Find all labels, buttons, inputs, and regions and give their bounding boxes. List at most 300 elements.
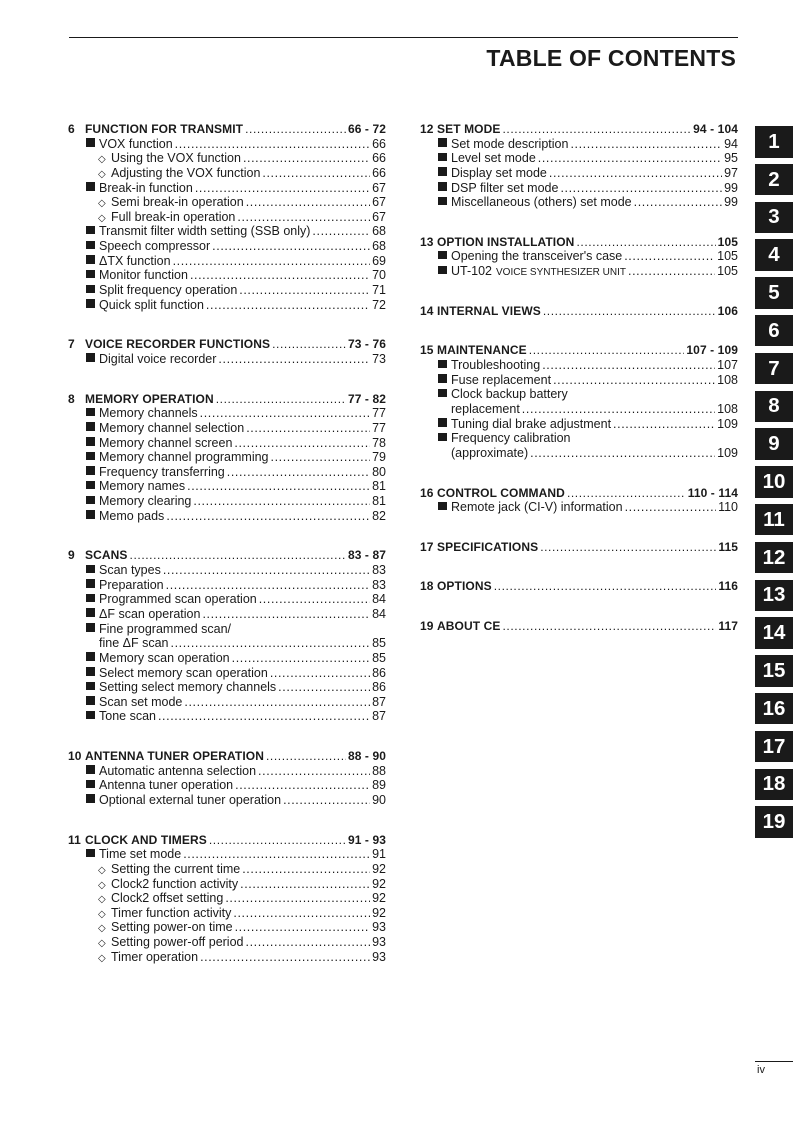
dot-leader [240,877,370,892]
dot-leader [259,592,370,607]
square-bullet-icon [85,283,96,294]
entry-label: Memory clearing [99,494,192,509]
square-bullet-icon [85,592,96,603]
entry-page: 69 [372,253,386,268]
toc-entry[interactable] [68,695,386,710]
square-bullet-icon [85,778,96,789]
entry-page: 89 [372,778,386,793]
entry-page: 77 [372,406,386,421]
dot-leader [202,607,370,622]
entry-label: Fine programmed scan/ [99,621,232,636]
section-heading[interactable] [68,337,386,352]
entry-page: 70 [372,268,386,283]
entry-page: 92 [372,905,386,920]
toc-entry[interactable] [68,651,386,666]
entry-page: 85 [372,636,386,651]
toc-entry[interactable] [68,166,386,181]
dot-leader [195,181,370,196]
dot-leader [283,793,370,808]
chapter-tab-16[interactable]: 16 [755,693,793,725]
diamond-bullet-icon: ◇ [98,938,106,950]
dot-leader [266,749,346,764]
entry-page: 68 [372,224,386,239]
dot-leader [560,181,722,196]
toc-entry[interactable] [68,847,386,862]
entry-label: Memory scan operation [99,650,230,665]
diamond-bullet-icon: ◇ [98,923,106,935]
entry-page: 107 [717,358,738,373]
entry-page: 66 [372,151,386,166]
entry-label: replacement [451,401,520,416]
dot-leader [613,417,715,432]
toc-entry[interactable] [68,421,386,436]
section-title: SPECIFICATIONS [437,539,539,554]
section-heading[interactable] [420,486,738,501]
square-bullet-icon [85,847,96,858]
dot-leader [237,210,370,225]
toc-entry[interactable] [68,666,386,681]
toc-entry[interactable] [420,417,738,432]
toc-section [68,392,386,524]
entry-page: 82 [372,508,386,523]
entry-page: 84 [372,606,386,621]
toc-entry[interactable] [68,509,386,524]
entry-label: Level set mode [451,151,536,166]
dot-leader [542,358,715,373]
square-bullet-icon [437,137,448,148]
entry-label: Digital voice recorder [99,351,217,366]
entry-page: 92 [372,876,386,891]
entry-label: Using the VOX function [111,151,241,166]
dot-leader [543,304,716,319]
dot-leader [225,891,370,906]
toc-entry[interactable] [68,195,386,210]
entry-page: 73 [372,351,386,366]
section-heading[interactable] [420,619,738,634]
dot-leader [212,239,370,254]
toc-section [420,304,738,319]
section-title: MEMORY OPERATION [85,391,214,406]
toc-entry[interactable] [420,264,738,279]
toc-entry[interactable] [68,920,386,935]
toc-entry[interactable] [68,636,386,651]
toc-entry[interactable] [68,181,386,196]
square-bullet-icon [437,195,448,206]
entry-label: Break-in function [99,180,193,195]
square-bullet-icon [437,166,448,177]
entry-page: 67 [372,180,386,195]
toc-entry[interactable] [68,151,386,166]
square-bullet-icon [85,268,96,279]
section-pages: 77 - 82 [347,391,386,406]
chapter-tab-17[interactable]: 17 [755,731,793,763]
section-number: 19 [420,619,434,634]
toc-entry[interactable] [68,352,386,367]
entry-page: 110 [718,500,738,515]
section-pages: 116 [718,579,738,594]
section-number: 8 [68,391,75,406]
chapter-tab-12[interactable]: 12 [755,542,793,574]
dot-leader [272,337,346,352]
entry-page: 86 [372,680,386,695]
chapter-tab-3[interactable]: 3 [755,202,793,234]
entry-label: DSP filter set mode [451,180,559,195]
toc-entry[interactable] [68,793,386,808]
chapter-tab-18[interactable]: 18 [755,769,793,801]
toc-entry[interactable] [68,680,386,695]
section-number: 16 [420,485,434,500]
entry-page: 97 [724,165,738,180]
entry-label: Programmed scan operation [99,592,257,607]
entry-label: Fuse replacement [451,372,552,387]
dot-leader [166,578,370,593]
section-heading[interactable] [68,548,386,563]
entry-label: (approximate) [451,445,529,460]
toc-entry[interactable] [68,778,386,793]
entry-page: 80 [372,464,386,479]
square-bullet-icon [437,431,448,442]
dot-leader [187,479,370,494]
section-heading[interactable] [420,343,738,358]
section-heading[interactable] [420,122,738,137]
entry-label: Setting the current time [111,861,241,876]
section-title: OPTIONS [437,579,492,594]
entry-label: Setting select memory channels [99,680,277,695]
entry-label: Monitor function [99,268,188,283]
entry-label: Miscellaneous (others) set mode [451,195,632,210]
section-pages: 66 - 72 [347,122,386,136]
entry-label: Transmit filter width setting (SSB only) [99,224,311,239]
entry-page: 71 [372,283,386,298]
entry-page: 108 [717,372,738,387]
toc-entry[interactable] [420,181,738,196]
section-pages: 106 [717,303,738,318]
dot-leader [183,847,370,862]
dot-leader [549,166,722,181]
section-heading[interactable] [68,833,386,848]
entry-label: Speech compressor [99,239,211,254]
chapter-tab-14[interactable]: 14 [755,617,793,649]
toc-entry[interactable] [68,479,386,494]
entry-label: Split frequency operation [99,283,238,298]
toc-section [68,833,386,965]
toc-entry[interactable] [68,950,386,965]
toc-entry[interactable] [68,298,386,313]
toc-entry[interactable] [68,622,386,637]
toc-entry[interactable] [420,431,738,446]
toc-entry[interactable] [68,764,386,779]
dot-leader [193,494,370,509]
entry-label: UT-102 [451,264,492,279]
section-number: 12 [420,122,434,136]
section-heading[interactable] [420,235,738,250]
entry-page: 90 [372,792,386,807]
section-number: 13 [420,234,434,249]
toc-section [68,337,386,366]
square-bullet-icon [85,680,96,691]
section-pages: 88 - 90 [347,749,386,764]
square-bullet-icon [437,264,448,275]
entry-page: 84 [372,592,386,607]
dot-leader [270,666,370,681]
toc-entry[interactable] [68,607,386,622]
toc-entry[interactable] [68,891,386,906]
page-title: TABLE OF CONTENTS [486,45,736,71]
toc-entry[interactable] [420,402,738,417]
entry-page: 87 [372,694,386,709]
dot-leader [262,166,370,181]
dot-leader [278,680,370,695]
dot-leader [190,268,370,283]
toc-right-column [420,122,738,659]
section-number: 15 [420,343,434,358]
entry-label: Time set mode [99,847,182,862]
toc-entry[interactable] [68,450,386,465]
dot-leader [239,283,370,298]
toc-entry[interactable] [68,494,386,509]
entry-label: Clock2 offset setting [111,891,224,906]
toc-section [420,343,738,460]
chapter-tab-6[interactable]: 6 [755,315,793,347]
chapter-tab-8[interactable]: 8 [755,391,793,423]
entry-page: 86 [372,665,386,680]
toc-entry[interactable] [68,465,386,480]
section-heading[interactable] [68,749,386,764]
dot-leader [175,137,370,152]
dot-leader [538,151,722,166]
toc-entry[interactable] [68,254,386,269]
toc-entry[interactable] [420,249,738,264]
section-heading[interactable] [420,540,738,555]
section-title: INTERNAL VIEWS [437,303,541,318]
toc-section [420,122,738,210]
square-bullet-icon [85,421,96,432]
dot-leader [158,709,370,724]
section-title: VOICE RECORDER FUNCTIONS [85,337,271,352]
dot-leader [522,402,715,417]
square-bullet-icon [85,465,96,476]
dot-leader [243,151,370,166]
entry-label: Scan types [99,563,161,578]
square-bullet-icon [437,249,448,260]
dot-leader [258,764,370,779]
diamond-bullet-icon: ◇ [98,952,106,964]
section-number: 14 [420,303,434,318]
dot-leader [271,450,371,465]
chapter-tab-9[interactable]: 9 [755,428,793,460]
diamond-bullet-icon: ◇ [98,212,106,224]
entry-page: 85 [372,650,386,665]
section-heading[interactable] [420,304,738,319]
entry-label: Clock2 function activity [111,876,239,891]
chapter-tab-10[interactable]: 10 [755,466,793,498]
square-bullet-icon [85,764,96,775]
toc-entry[interactable] [420,358,738,373]
entry-label: Tuning dial brake adjustment [451,416,612,431]
entry-page: 81 [372,494,386,509]
section-pages: 73 - 76 [347,337,386,352]
toc-entry[interactable] [68,592,386,607]
entry-page: 67 [372,209,386,224]
chapter-tab-7[interactable]: 7 [755,353,793,385]
dot-leader [233,906,370,921]
entry-label: fine ΔF scan [99,636,169,651]
section-number: 9 [68,548,75,563]
square-bullet-icon [85,181,96,192]
entry-label: Timer operation [111,949,199,964]
entry-label: ΔF scan operation [99,606,201,621]
section-number: 17 [420,539,434,554]
square-bullet-icon [85,254,96,265]
chapter-tab-5[interactable]: 5 [755,277,793,309]
square-bullet-icon [437,358,448,369]
entry-label: Tone scan [99,709,156,724]
square-bullet-icon [85,224,96,235]
section-heading[interactable] [68,122,386,137]
toc-left-column [68,122,386,989]
toc-entry[interactable] [420,151,738,166]
section-heading[interactable] [68,392,386,407]
entry-label: Set mode description [451,136,569,151]
square-bullet-icon [437,417,448,428]
dot-leader [634,195,722,210]
toc-entry[interactable] [68,436,386,451]
chapter-tab-15[interactable]: 15 [755,655,793,687]
dot-leader [227,465,370,480]
toc-entry[interactable] [420,195,738,210]
dot-leader [245,122,346,137]
square-bullet-icon [85,666,96,677]
entry-page: 88 [372,763,386,778]
section-number: 7 [68,337,75,352]
diamond-bullet-icon: ◇ [98,864,106,876]
entry-label: Memory channel screen [99,435,233,450]
toc-entry[interactable] [68,210,386,225]
diamond-bullet-icon: ◇ [98,908,106,920]
square-bullet-icon [437,151,448,162]
chapter-tab-strip [755,126,793,844]
toc-entry[interactable] [420,446,738,461]
section-title: FUNCTION FOR TRANSMIT [85,122,244,136]
entry-label-small: VOICE SYNTHESIZER UNIT [496,267,627,279]
entry-label: Memory channel selection [99,420,245,435]
dot-leader [246,935,371,950]
entry-page: 92 [372,891,386,906]
toc-entry[interactable] [68,935,386,950]
section-title: SCANS [85,548,128,563]
dot-leader [494,579,717,594]
section-heading[interactable] [420,579,738,594]
section-number: 6 [68,122,75,136]
entry-label: Remote jack (CI-V) information [451,500,623,515]
toc-entry[interactable] [68,283,386,298]
square-bullet-icon [85,494,96,505]
dot-leader [246,421,370,436]
dot-leader [530,446,715,461]
entry-label: VOX function [99,136,173,151]
chapter-tab-1[interactable]: 1 [755,126,793,158]
dot-leader [624,249,715,264]
toc-entry[interactable] [420,500,738,515]
header-rule [69,37,738,38]
toc-section [420,619,738,634]
dot-leader [553,373,715,388]
toc-entry[interactable] [420,166,738,181]
chapter-tab-2[interactable]: 2 [755,164,793,196]
square-bullet-icon [85,563,96,574]
dot-leader [163,563,370,578]
toc-entry[interactable] [68,406,386,421]
square-bullet-icon [85,239,96,250]
square-bullet-icon [85,298,96,309]
entry-page: 105 [717,249,738,264]
toc-entry[interactable] [68,268,386,283]
toc-entry[interactable] [420,137,738,152]
square-bullet-icon [437,387,448,398]
toc-entry[interactable] [68,224,386,239]
dot-leader [206,298,370,313]
entry-page: 83 [372,563,386,578]
chapter-tab-13[interactable]: 13 [755,580,793,612]
toc-section [68,548,386,724]
dot-leader [200,406,370,421]
diamond-bullet-icon: ◇ [98,198,106,210]
square-bullet-icon [437,373,448,384]
entry-label: Quick split function [99,297,204,312]
toc-entry[interactable] [68,563,386,578]
entry-page: 109 [717,416,738,431]
entry-page: 78 [372,435,386,450]
square-bullet-icon [85,793,96,804]
toc-entry[interactable] [420,387,738,402]
toc-entry[interactable] [68,862,386,877]
toc-entry[interactable] [68,906,386,921]
toc-entry[interactable] [68,709,386,724]
entry-label: Full break-in operation [111,209,236,224]
entry-page: 93 [372,949,386,964]
section-pages: 115 [718,539,738,554]
dot-leader [242,862,370,877]
page-number: iv [757,1064,765,1076]
toc-entry[interactable] [68,239,386,254]
entry-label: Automatic antenna selection [99,763,257,778]
toc-entry[interactable] [68,877,386,892]
section-number: 18 [420,579,434,594]
chapter-tab-11[interactable]: 11 [755,504,793,536]
dot-leader [576,235,715,250]
toc-entry[interactable] [420,373,738,388]
toc-entry[interactable] [68,137,386,152]
footer-rule [755,1061,793,1062]
entry-label: Memory channels [99,406,198,421]
entry-page: 81 [372,479,386,494]
entry-label: Clock backup battery [451,387,568,402]
toc-entry[interactable] [68,578,386,593]
entry-page: 92 [372,861,386,876]
dot-leader [567,486,686,501]
entry-label: Frequency transferring [99,464,225,479]
diamond-bullet-icon: ◇ [98,894,106,906]
chapter-tab-19[interactable]: 19 [755,806,793,838]
chapter-tab-4[interactable]: 4 [755,239,793,271]
dot-leader [130,548,346,563]
entry-page: 93 [372,920,386,935]
square-bullet-icon [85,137,96,148]
diamond-bullet-icon: ◇ [98,168,106,180]
dot-leader [184,695,370,710]
entry-label: Select memory scan operation [99,665,268,680]
entry-page: 95 [724,151,738,166]
